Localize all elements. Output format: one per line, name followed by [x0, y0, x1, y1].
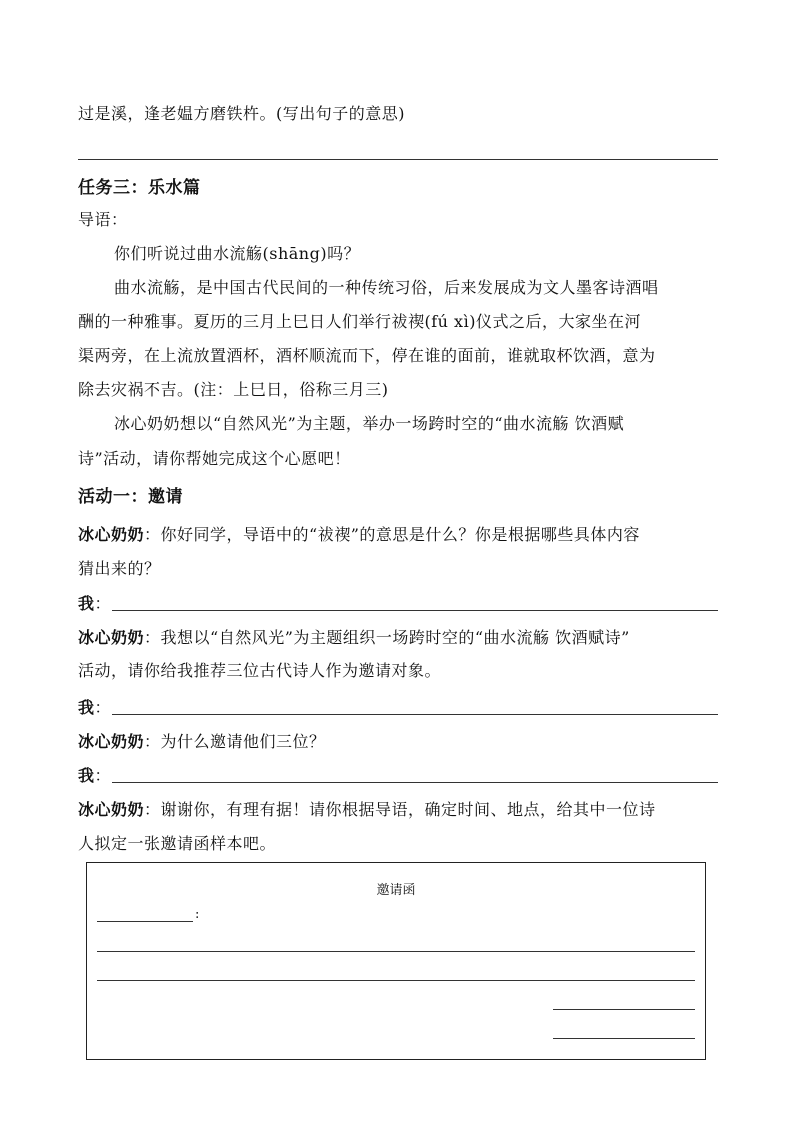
answer-row-2	[78, 698, 111, 718]
answer-row-1	[78, 594, 111, 614]
divider-line	[78, 159, 718, 160]
invitation-signature-line[interactable]	[553, 1009, 695, 1010]
speaker-label: 我	[78, 766, 95, 785]
speaker-label: 我	[78, 698, 95, 717]
intro-paragraph-1: 你们听说过曲水流觞(shāng)吗？	[114, 244, 361, 263]
intro-paragraph-2-line-1: 曲水流觞，是中国古代民间的一种传统习俗，后来发展成为文人墨客诗酒唱	[114, 278, 659, 297]
task-title: 任务三：乐水篇	[78, 178, 201, 198]
intro-paragraph-2-line-2: 酬的一种雅事。夏历的三月上巳日人们举行祓禊(fú xì)仪式之后，大家坐在河	[78, 312, 641, 331]
dialogue-q4-line-1	[78, 800, 656, 820]
dialogue-q2-line-1	[78, 628, 630, 648]
dialogue-q4-line-2: 人拟定一张邀请函样本吧。	[78, 834, 277, 853]
invitee-colon: :	[195, 907, 200, 922]
dialogue-q2-line-2: 活动，请你给我推荐三位古代诗人作为邀请对象。	[78, 661, 442, 680]
dialogue-text: ：谢谢你，有理有据！请你根据导语，确定时间、地点，给其中一位诗	[144, 800, 656, 819]
dialogue-q3-line-1	[78, 732, 326, 752]
invitee-name-blank[interactable]	[97, 921, 193, 922]
invitation-box	[86, 862, 706, 1060]
speaker-label: 冰心奶奶	[78, 628, 145, 647]
question-line: 过是溪，逢老媪方磨铁杵。(写出句子的意思)	[78, 104, 405, 123]
invitation-body-line-2[interactable]	[97, 980, 695, 981]
dialogue-text: ：你好同学，导语中的“祓禊”的意思是什么？你是根据哪些具体内容	[144, 525, 640, 544]
colon: ：	[94, 766, 112, 785]
dialogue-q1-line-2: 猜出来的？	[78, 559, 161, 578]
dialogue-q1-line-1	[78, 525, 640, 545]
intro-paragraph-2-line-3: 渠两旁，在上流放置酒杯，酒杯顺流而下，停在谁的面前，谁就取杯饮酒，意为	[78, 346, 656, 365]
speaker-label: 冰心奶奶	[78, 800, 145, 819]
intro-label: 导语：	[78, 210, 128, 229]
invitation-title: 邀请函	[376, 883, 416, 898]
answer-input-3[interactable]	[112, 782, 718, 783]
answer-input-2[interactable]	[112, 714, 718, 715]
colon: ：	[94, 594, 112, 613]
colon: ：	[94, 698, 112, 717]
speaker-label: 我	[78, 594, 95, 613]
invitation-body-line-1[interactable]	[97, 951, 695, 952]
answer-input-1[interactable]	[112, 610, 718, 611]
speaker-label: 冰心奶奶	[78, 732, 145, 751]
intro-paragraph-2-line-4: 除去灾祸不吉。(注：上巳日，俗称三月三)	[78, 380, 389, 399]
activity-title: 活动一：邀请	[78, 487, 183, 507]
speaker-label: 冰心奶奶	[78, 525, 145, 544]
intro-paragraph-3-line-1: 冰心奶奶想以“自然风光”为主题，举办一场跨时空的“曲水流觞 饮酒赋	[114, 414, 625, 433]
dialogue-text: ：我想以“自然风光”为主题组织一场跨时空的“曲水流觞 饮酒赋诗”	[144, 628, 630, 647]
answer-row-3	[78, 766, 111, 786]
dialogue-text: ：为什么邀请他们三位？	[144, 732, 326, 751]
intro-paragraph-3-line-2: 诗”活动，请你帮她完成这个心愿吧！	[78, 449, 351, 468]
invitation-date-line[interactable]	[553, 1038, 695, 1039]
